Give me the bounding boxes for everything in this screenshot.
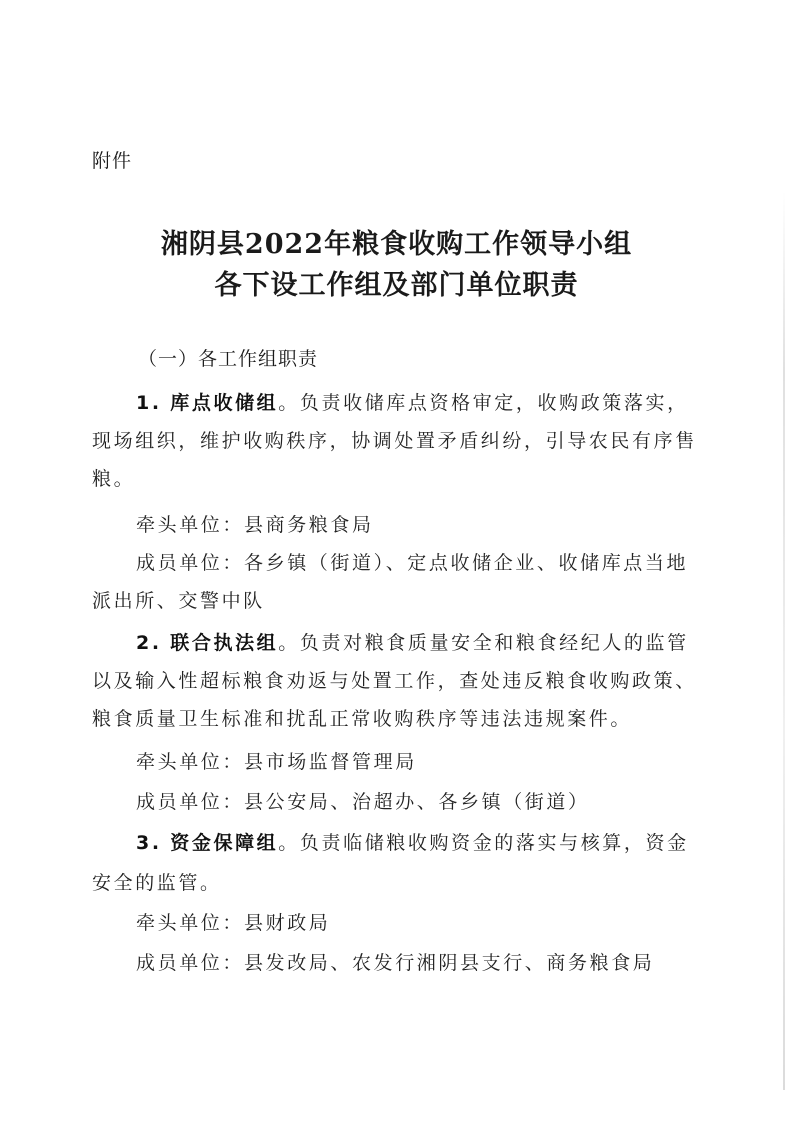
group-3-duty-line-1: [136, 828, 689, 855]
group-3-duty-line-2: 安全的监管。: [92, 872, 222, 894]
group-3-lead-unit: 牵头单位：县财政局: [136, 912, 331, 934]
group-1-duty-line-1: [136, 388, 689, 415]
group-1-members-line-1: 成员单位：各乡镇（街道）、定点收储企业、收储库点当地: [136, 552, 689, 574]
group-3-members-line-1: 成员单位：县发改局、农发行湘阴县支行、商务粮食局: [136, 952, 655, 974]
group-3-number: 3.: [136, 832, 162, 854]
section-heading: （一）各工作组职责: [138, 348, 319, 370]
group-1-name: 库点收储组: [170, 392, 279, 414]
scan-edge-shadow: [783, 190, 785, 1090]
group-2-number: 2.: [136, 632, 162, 654]
attachment-label: 附件: [92, 150, 133, 172]
group-1-duty-line-2: 现场组织，维护收购秩序，协调处置矛盾纠纷，引导农民有序售: [92, 430, 697, 452]
group-1-members-line-2: 派出所、交警中队: [92, 590, 265, 612]
group-2-members-line-1: 成员单位：县公安局、治超办、各乡镇（街道）: [136, 791, 590, 813]
group-2-duty-line-3: 粮食质量卫生标准和扰乱正常收购秩序等违法违规案件。: [92, 708, 633, 730]
document-title-line-2: 各下设工作组及部门单位职责: [214, 270, 579, 301]
group-1-duty-first: 。负责收储库点资格审定，收购政策落实，: [278, 392, 689, 414]
group-1-lead-unit: 牵头单位：县商务粮食局: [136, 514, 374, 536]
group-2-lead-unit: 牵头单位：县市场监督管理局: [136, 751, 417, 773]
group-2-duty-first: 。负责对粮食质量安全和粮食经纪人的监管: [278, 632, 689, 654]
group-2-duty-line-2: 以及输入性超标粮食劝返与处置工作，查处违反粮食收购政策、: [92, 670, 697, 692]
document-title-line-1: 湘阴县2022年粮食收购工作领导小组: [160, 229, 633, 260]
group-1-duty-line-3: 粮。: [92, 468, 136, 490]
group-3-name: 资金保障组: [170, 832, 279, 854]
group-2-name: 联合执法组: [170, 632, 279, 654]
group-3-duty-first: 。负责临储粮收购资金的落实与核算，资金: [278, 832, 689, 854]
group-2-duty-line-1: [136, 628, 689, 655]
group-1-number: 1.: [136, 392, 162, 414]
